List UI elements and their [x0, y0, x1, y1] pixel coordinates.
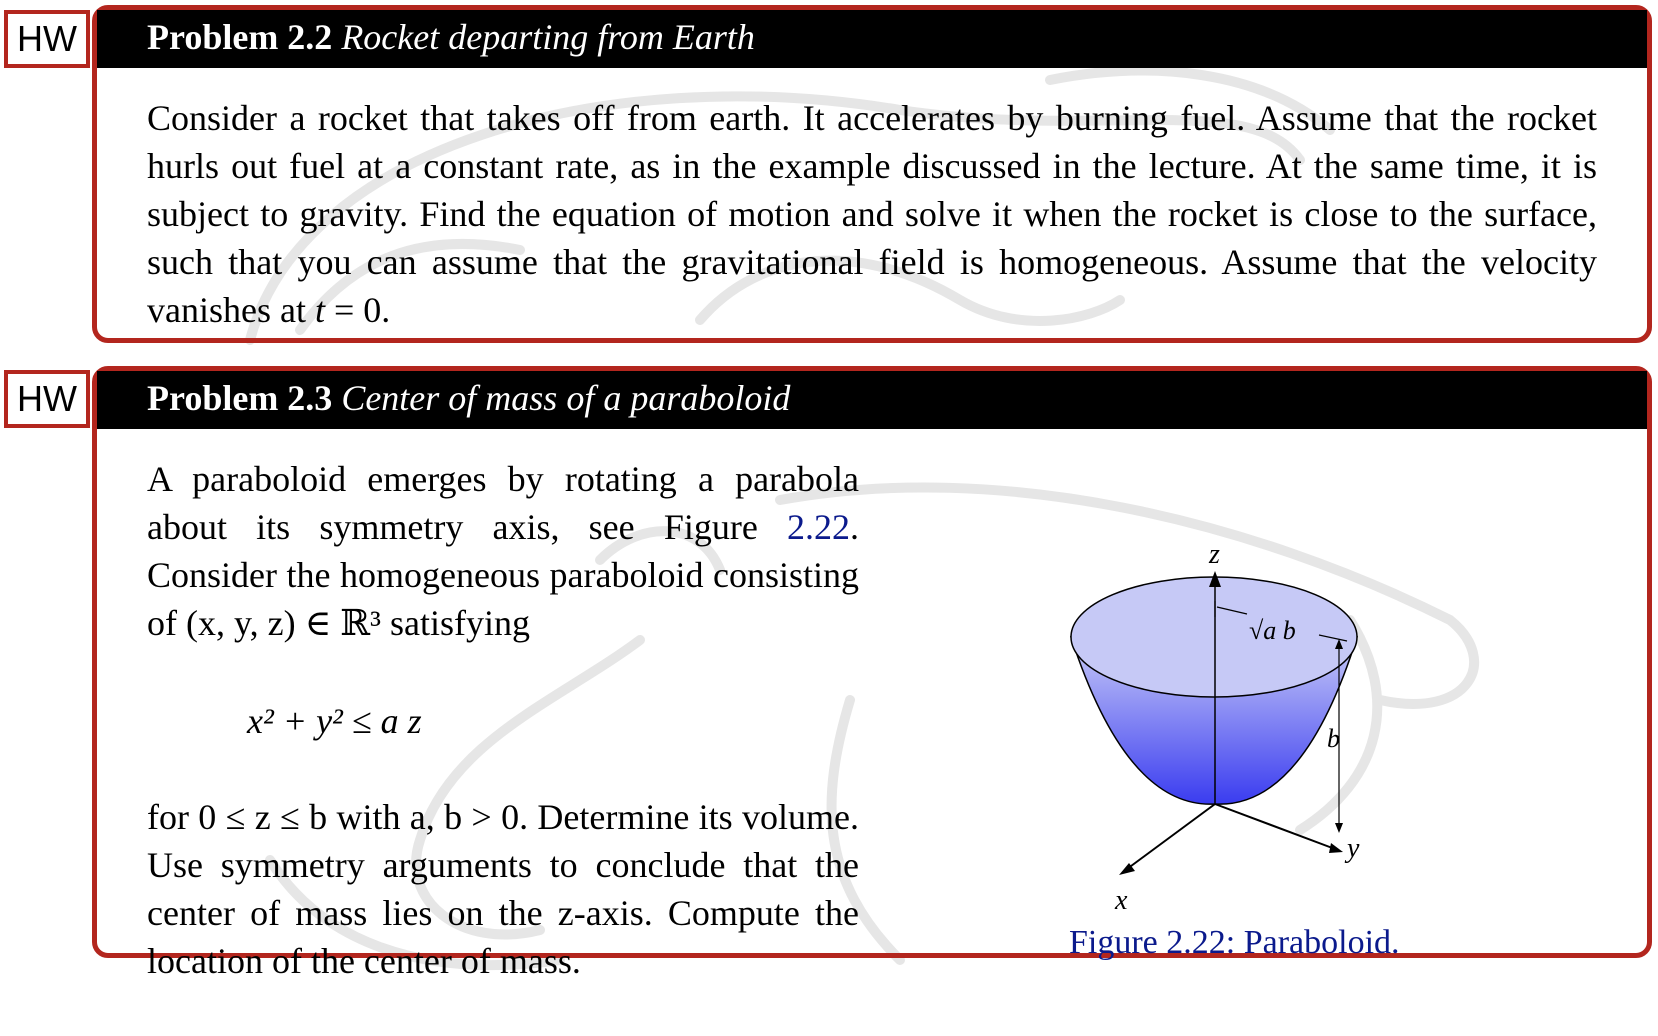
paraboloid-top	[1071, 577, 1357, 697]
z-label: z	[1209, 539, 1220, 570]
problem-number: Problem 2.3	[147, 378, 333, 418]
problem-header	[97, 10, 1647, 68]
height-arrow-icon	[1335, 823, 1343, 833]
problem-text-c: for 0 ≤ z ≤ b with a, b > 0. Determine its volume. Use symmetry arguments to conclude that the center of mass lies on the z-axis. Compute the location of the center of mass.	[147, 797, 859, 981]
problem-text-b: . Consider the homogeneous paraboloid consisting of (x, y, z) ∈ ℝ³ satisfying	[147, 507, 859, 643]
radius-label: √a b	[1249, 616, 1296, 645]
problem-number: Problem 2.2	[147, 17, 333, 57]
hw-tag: HW	[4, 10, 90, 68]
math-t: t	[314, 290, 325, 330]
equation: x² + y² ≤ a z	[247, 701, 422, 741]
problem-text	[147, 455, 859, 647]
problem-body	[97, 429, 1647, 981]
problem-title: Rocket departing from Earth	[341, 17, 755, 57]
problem-2-3-box	[92, 366, 1652, 981]
y-label: y	[1347, 833, 1360, 864]
problem-text-a: A paraboloid emerges by rotating a parabola about its symmetry axis, see Figure	[147, 459, 859, 547]
y-arrow-icon	[1329, 843, 1343, 853]
height-label: b	[1327, 724, 1340, 753]
y-axis	[1215, 804, 1335, 849]
x-axis	[1127, 804, 1215, 869]
problem-title: Center of mass of a paraboloid	[341, 378, 791, 418]
figure-caption: Figure 2.22: Paraboloid.	[1069, 924, 1400, 961]
problem-text-column	[147, 455, 859, 985]
problem-text-main: Consider a rocket that takes off from earth. It accelerates by burning fuel. Assume that the rocket hurls out fuel at a constant rate, as in the example discussed in the lecture. At the same time, it is subject to gravity. Find the equation of motion and solve it when the rocket is close to the surface, such that you can assume that the gravitational field is homogeneous. Assume that the velocity vanishes at	[147, 98, 1597, 330]
hw-tag: HW	[4, 370, 90, 428]
problem-text-end: = 0.	[324, 290, 391, 330]
x-label: x	[1115, 885, 1128, 916]
problem-text	[147, 94, 1597, 334]
problem-header	[97, 371, 1647, 429]
figure-link[interactable]: 2.22	[787, 507, 850, 547]
problem-body	[97, 68, 1647, 334]
paraboloid-figure	[1057, 479, 1477, 916]
problem-2-2-box	[92, 5, 1652, 343]
